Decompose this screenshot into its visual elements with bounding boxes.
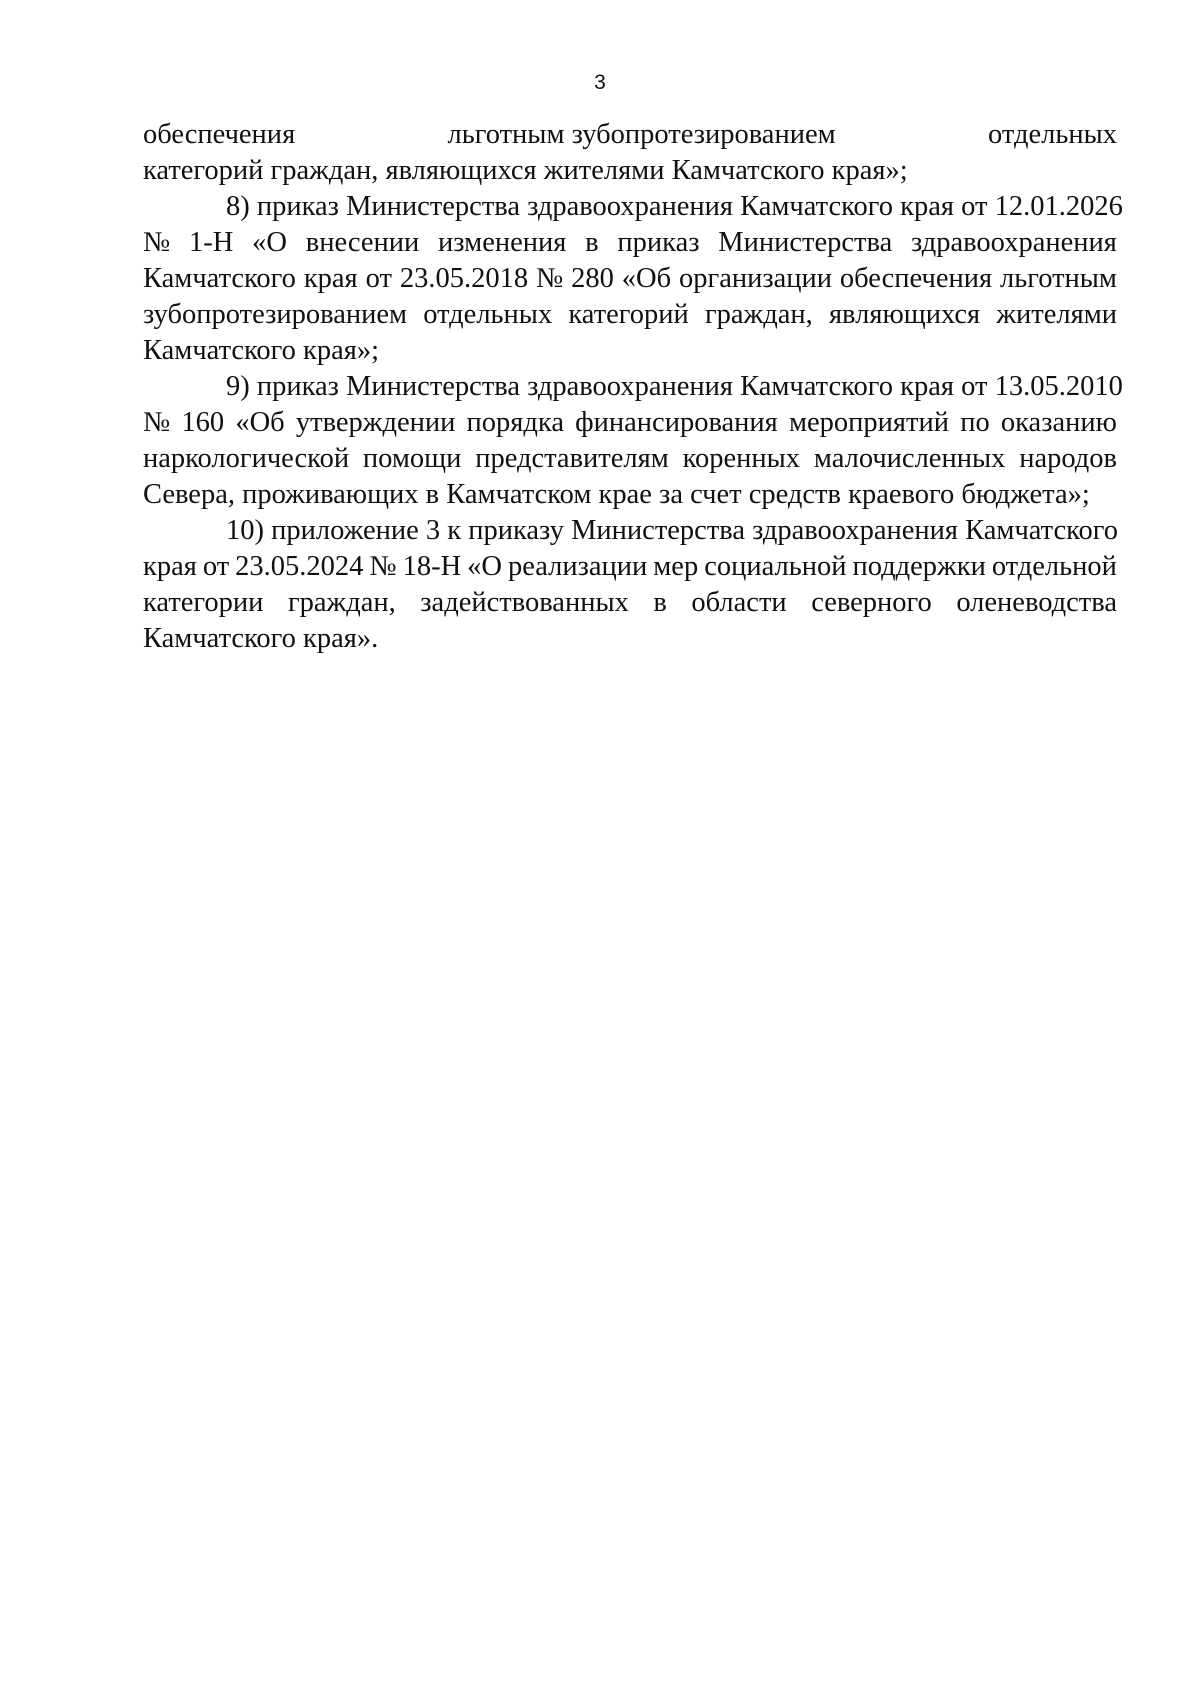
text-word: мер xyxy=(653,551,699,582)
text-word: 280 xyxy=(571,263,614,294)
text-word: в xyxy=(653,587,667,618)
text-word: организации xyxy=(679,263,833,294)
text-word: отдельной xyxy=(991,551,1117,582)
text-word: наркологической xyxy=(143,443,350,474)
text-line xyxy=(143,585,1117,621)
text-line: 10) приложение 3 к приказу Министерства здравоохранения Камчатского xyxy=(226,515,1119,546)
text-word: «О xyxy=(467,551,502,582)
text-line: 9) приказ Министерства здравоохранения Камчатского края от 13.05.2010 xyxy=(226,371,1123,402)
text-line: 8) приказ Министерства здравоохранения Камчатского края от 12.01.2026 xyxy=(226,191,1123,222)
text-line xyxy=(143,117,1117,153)
paragraph-item-10 xyxy=(143,513,1117,657)
paragraph-item-9 xyxy=(143,369,1123,513)
text-word: 18-Н xyxy=(402,551,462,582)
text-line xyxy=(143,441,1117,477)
text-word: являющихся xyxy=(828,299,981,330)
text-word: оказанию xyxy=(1000,407,1117,438)
text-word: категорий xyxy=(568,299,689,330)
text-line xyxy=(143,261,1117,297)
text-word: от xyxy=(365,263,392,294)
text-word: области xyxy=(691,587,787,618)
text-word: 23.05.2024 xyxy=(235,551,364,582)
text-word: «О xyxy=(252,227,287,258)
text-word: льготным xyxy=(1000,263,1117,294)
text-word: мероприятий xyxy=(788,407,949,438)
text-word: здравоохранения xyxy=(911,227,1117,258)
text-word: обеспечения xyxy=(143,119,296,150)
text-word: отдельных xyxy=(423,299,553,330)
text-line: Камчатского края». xyxy=(143,623,379,654)
text-word: поддержки xyxy=(852,551,986,582)
text-word: № xyxy=(143,227,171,258)
text-word: северного xyxy=(811,587,932,618)
text-word: 1-Н xyxy=(189,227,234,258)
text-line: категорий граждан, являющихся жителями Камчатского края»; xyxy=(143,155,908,186)
text-word: «Об xyxy=(235,407,285,438)
text-word: Министерства xyxy=(718,227,893,258)
text-word: края xyxy=(303,263,358,294)
text-word: категории xyxy=(143,587,264,618)
text-word: по xyxy=(960,407,990,438)
text-word: в xyxy=(585,227,599,258)
text-word: края xyxy=(143,551,197,582)
text-word: 23.05.2018 xyxy=(399,263,529,294)
text-word: обеспечения xyxy=(839,263,993,294)
text-word: финансирования xyxy=(575,407,778,438)
paragraph-item-8 xyxy=(143,189,1123,369)
text-word: граждан, xyxy=(704,299,813,330)
text-word: льготным зубопротезированием xyxy=(447,119,836,150)
text-word: 160 xyxy=(181,407,225,438)
text-line: Камчатского края»; xyxy=(143,335,380,366)
text-word: внесении xyxy=(305,227,420,258)
text-word: малочисленных xyxy=(813,443,1006,474)
text-word: реализации xyxy=(507,551,648,582)
text-word: отдельных xyxy=(988,119,1117,150)
text-word: № xyxy=(535,263,564,294)
text-word: приказ xyxy=(617,227,700,258)
paragraph-continuation xyxy=(143,117,1117,189)
text-word: «Об xyxy=(621,263,672,294)
text-word: изменения xyxy=(438,227,567,258)
text-word: Камчатского xyxy=(143,263,296,294)
text-line xyxy=(143,297,1117,333)
text-word: № xyxy=(143,407,171,438)
text-word: утверждении xyxy=(295,407,456,438)
text-word: народов xyxy=(1019,443,1117,474)
text-word: оленеводства xyxy=(956,587,1117,618)
text-word: представителям xyxy=(475,443,669,474)
text-line xyxy=(143,225,1117,261)
page-number: 3 xyxy=(594,71,606,94)
text-word: помощи xyxy=(362,443,462,474)
text-word: от xyxy=(202,551,230,582)
text-word: порядка xyxy=(466,407,564,438)
text-line xyxy=(143,549,1117,585)
text-line xyxy=(143,405,1117,441)
text-word: № xyxy=(369,551,397,582)
text-word: жителями xyxy=(996,299,1117,330)
text-word: задействованных xyxy=(420,587,629,618)
text-word: граждан, xyxy=(287,587,396,618)
text-line: Севера, проживающих в Камчатском крае за счет средств краевого бюджета»; xyxy=(143,479,1090,510)
text-word: социальной xyxy=(704,551,847,582)
text-word: зубопротезированием xyxy=(143,299,408,330)
text-word: коренных xyxy=(682,443,801,474)
document-body xyxy=(143,117,1123,657)
